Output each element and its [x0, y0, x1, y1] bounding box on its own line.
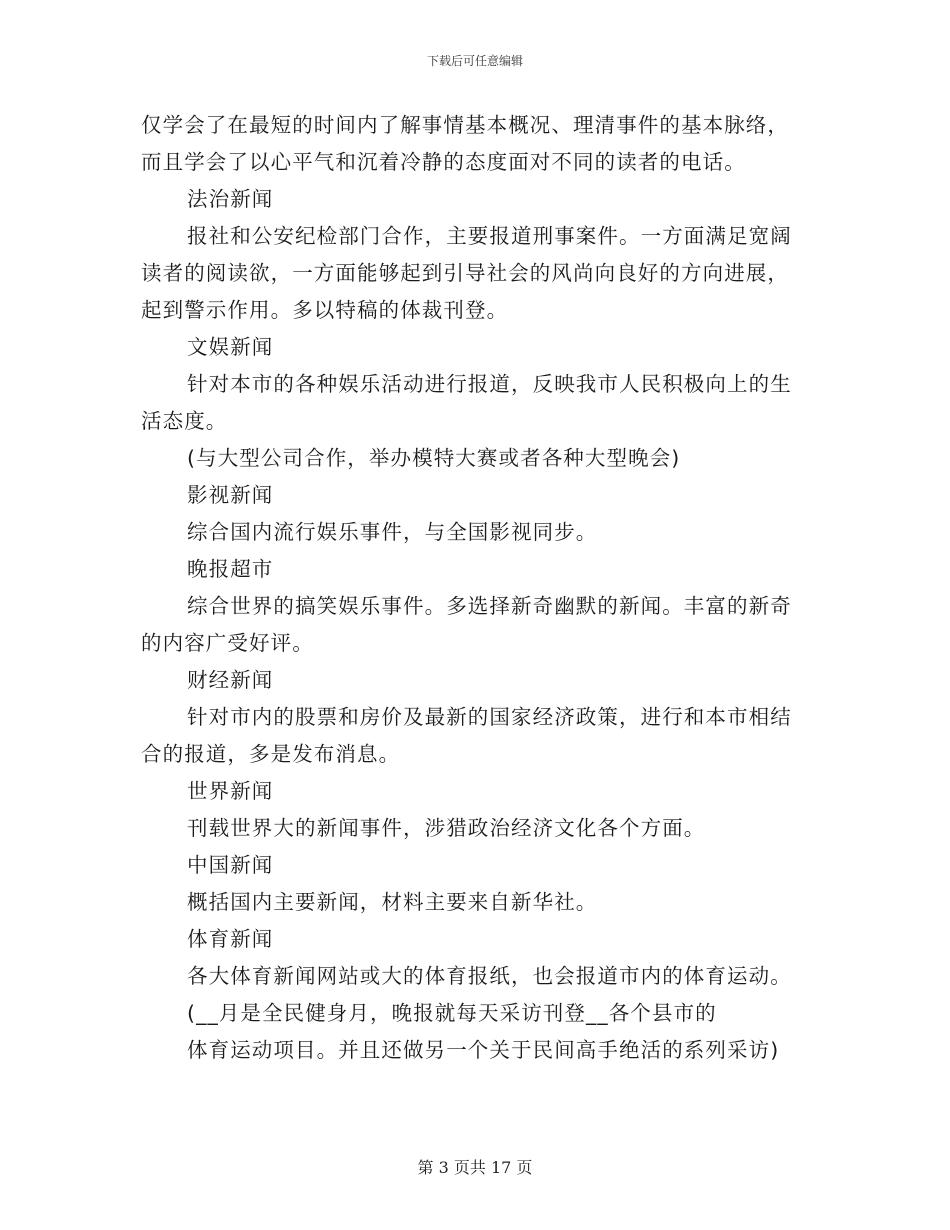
section-heading: 晚报超市 — [187, 557, 274, 581]
section-heading: 财经新闻 — [187, 668, 274, 692]
text-line: 活态度。 — [141, 409, 228, 433]
text-line: 起到警示作用。多以特稿的体裁刊登。 — [141, 298, 509, 322]
text-line: 综合国内流行娱乐事件，与全国影视同步。 — [187, 520, 598, 544]
section-heading: 影视新闻 — [187, 483, 274, 507]
section-heading: 中国新闻 — [187, 853, 274, 877]
text-line: 仅学会了在最短的时间内了解事情基本概况、理清事件的基本脉络， — [141, 113, 789, 137]
section-heading: 世界新闻 — [187, 779, 274, 803]
section-heading: 体育新闻 — [187, 927, 274, 951]
section-heading: 文娱新闻 — [187, 335, 274, 359]
text-line: 报社和公安纪检部门合作，主要报道刑事案件。一方面满足宽阔 — [187, 224, 792, 248]
text-line: 而且学会了以心平气和沉着冷静的态度面对不同的读者的电话。 — [141, 150, 746, 174]
text-line: (与大型公司合作，举办模特大赛或者各种大型晚会) — [187, 446, 681, 470]
section-heading: 法治新闻 — [187, 187, 274, 211]
text-line: 体育运动项目。并且还做另一个关于民间高手绝活的系列采访) — [187, 1038, 780, 1062]
text-line: 综合世界的搞笑娱乐事件。多选择新奇幽默的新闻。丰富的新奇 — [187, 594, 792, 618]
text-line: 读者的阅读欲，一方面能够起到引导社会的风尚向良好的方向进展， — [141, 261, 789, 285]
text-line: 刊载世界大的新闻事件，涉猎政治经济文化各个方面。 — [187, 816, 706, 840]
text-line: 针对市内的股票和房价及最新的国家经济政策，进行和本市相结 — [187, 705, 792, 729]
text-line: 的内容广受好评。 — [141, 631, 314, 655]
page-header: 下载后可任意编辑 — [426, 54, 523, 68]
text-line: 合的报道，多是发布消息。 — [141, 742, 401, 766]
text-line: 针对本市的各种娱乐活动进行报道，反映我市人民积极向上的生 — [187, 372, 792, 396]
text-line: (__月是全民健身月，晚报就每天采访刊登__各个县市的 — [187, 1001, 717, 1025]
page-footer: 第 3 页共 17 页 — [417, 1158, 533, 1177]
text-line: 概括国内主要新闻，材料主要来自新华社。 — [187, 890, 598, 914]
text-line: 各大体育新闻网站或大的体育报纸，也会报道市内的体育运动。 — [187, 964, 792, 988]
document-body — [141, 107, 811, 1069]
